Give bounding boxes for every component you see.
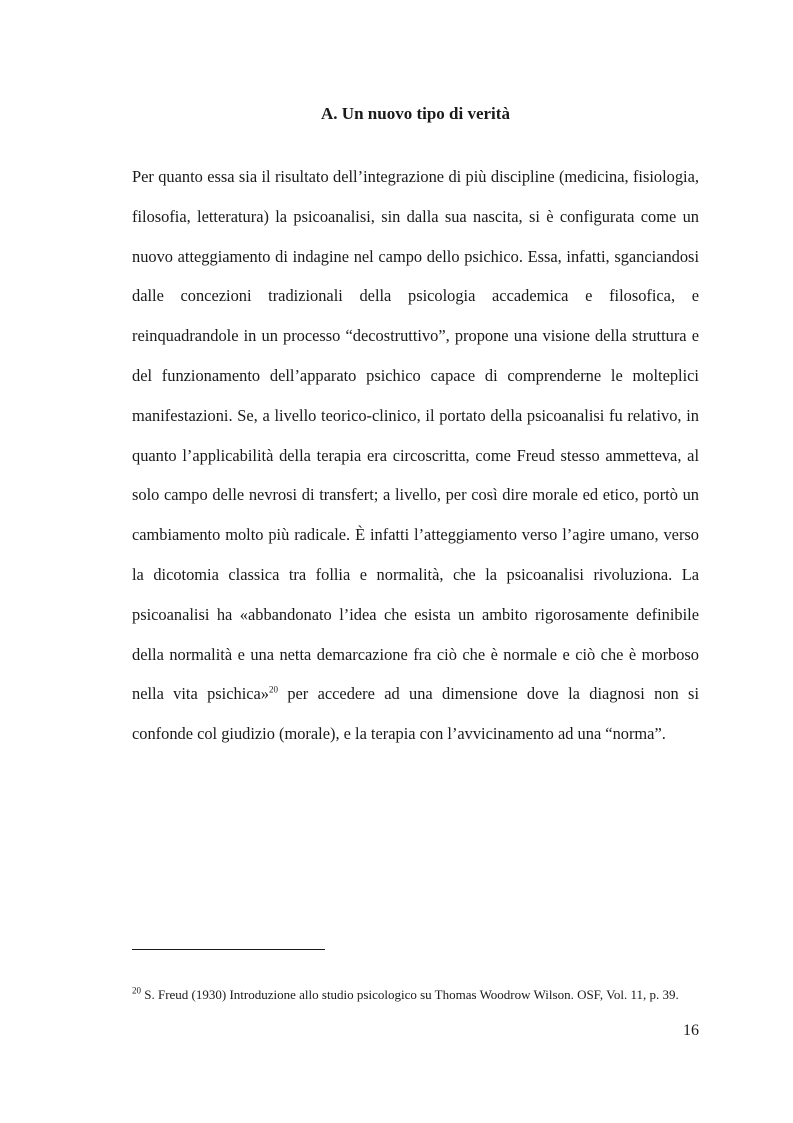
body-text-part-1: Per quanto essa sia il risultato dell’integrazione di più discipline (medicina, fisiologia, filosofia, letteratura) la psicoanalisi, sin dalla sua nascita, si è configurata come un nuovo atteggiamento di indagine nel campo dello psichico. Essa, infatti, sganciandosi dalle concezioni tradizionali della psicologia accademica e filosofica, e reinquadrandole in un processo “decostruttivo”, propone una visione della struttura e del funzionamento dell’apparato psichico capace di comprenderne le molteplici manifestazioni. Se, a livello teorico-clinico, il portato della psicoanalisi fu relativo, in quanto l’applicabilità della terapia era circoscritta, come Freud stesso ammetteva, al solo campo delle nevrosi di transfert; a livello, per così dire morale ed etico, portò un cambiamento molto più radicale. È infatti l’atteggiamento verso l’agire umano, verso la dicotomia classica tra follia e normalità, che la psicoanalisi rivoluziona. La psicoanalisi ha «abbandonato l’idea che esista un ambito rigorosamente definibile della normalità e una netta demarcazione fra ciò che è normale e ciò che è morboso nella vita psichica» [132,167,699,704]
footnote-reference: 20 [269,684,278,695]
body-paragraph [132,157,699,754]
footnote-text: S. Freud (1930) Introduzione allo studio psicologico su Thomas Woodrow Wilson. OSF, Vol. 11, p. 39. [141,987,679,1002]
footnote-marker: 20 [132,985,141,996]
body-text-part-2: per accedere ad una dimensione dove la diagnosi non si confonde col giudizio (morale), e la terapia con l’avvicinamento ad una “norma”. [132,684,699,744]
page-number: 16 [683,1022,699,1039]
footnote [132,987,699,1003]
footnote-separator [132,949,325,950]
section-heading: A. Un nuovo tipo di verità [321,104,510,123]
